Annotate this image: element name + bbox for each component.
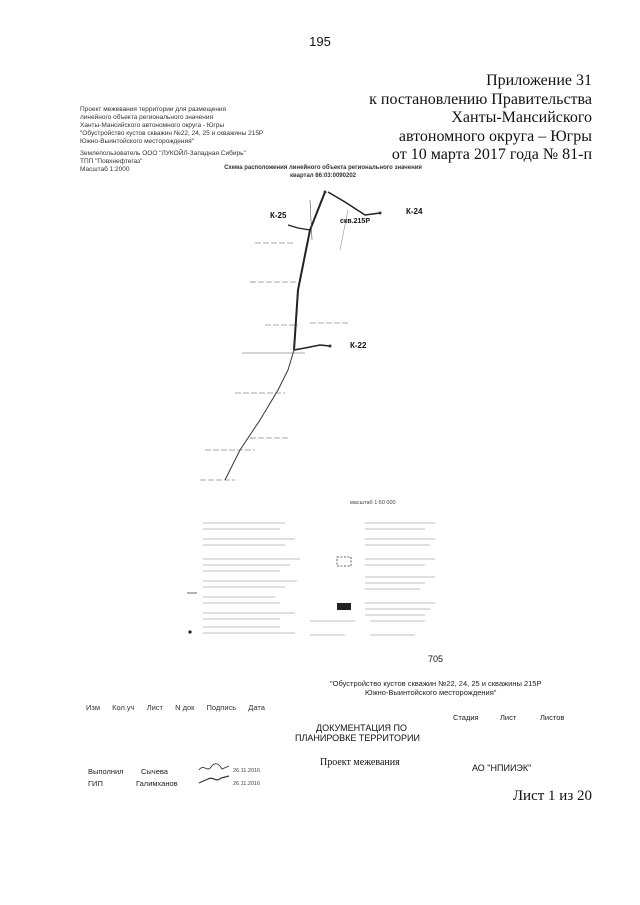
appendix-line-4: автономного округа – Югры — [398, 127, 592, 145]
label-well215: скв.215Р — [340, 218, 370, 225]
project-line-2: линейного объекта регионального значения — [80, 114, 214, 121]
map-title-line-2: квартал 86:03:0090202 — [290, 173, 356, 179]
road-k22 — [294, 345, 330, 350]
doc-title-line-3: Проект межевания — [320, 757, 400, 768]
stamp-header-kolvo: Кол.уч — [112, 703, 135, 712]
pipeline — [225, 350, 294, 480]
label-k25: К-25 — [270, 211, 287, 220]
object-line-1: "Обустройство кустов скважин №22, 24, 25 и скважины 215Р — [330, 679, 542, 688]
stage-header: Стадия — [453, 713, 479, 722]
gip-name: Галимханов — [136, 779, 178, 788]
doc-title-line-2: ПЛАНИРОВКЕ ТЕРРИТОРИИ — [295, 733, 420, 743]
project-line-1: Проект межевания территории для размещения — [80, 106, 227, 113]
sheets-header: Листов — [540, 713, 565, 722]
stamp-header-izm: Изм — [86, 703, 100, 712]
map-legend — [185, 515, 445, 645]
label-k24: К-24 — [406, 207, 423, 216]
appendix-line-3: Ханты-Мансийского — [451, 109, 592, 126]
site-map — [180, 180, 440, 500]
sheet-header: Лист — [500, 713, 517, 722]
stamp-headers — [86, 703, 275, 712]
stamp-header-date: Дата — [248, 703, 265, 712]
project-line-3: Ханты-Мансийского автономного округа - Югры — [80, 122, 225, 129]
main-road — [294, 192, 325, 350]
page-number: 195 — [309, 34, 331, 49]
road-k24 — [328, 192, 380, 215]
stamp-header-sign: Подпись — [206, 703, 237, 712]
road-k25 — [288, 225, 310, 230]
performed-label: Выполнил — [88, 767, 124, 776]
project-line-4: "Обустройство кустов скважин №22, 24, 25 и скважины 215Р — [80, 130, 264, 137]
doc-title-line-1: ДОКУМЕНТАЦИЯ ПО — [316, 723, 407, 733]
scale-label: Масштаб 1:2000 — [80, 166, 130, 173]
gip-label: ГИП — [88, 779, 103, 788]
label-k22: К-22 — [350, 341, 367, 350]
sheet-code: 705 — [428, 654, 444, 664]
performed-date: 26.11.2016 — [233, 768, 261, 774]
sheet-counter: Лист 1 из 20 — [512, 788, 592, 804]
stamp-header-ndoc: N док — [175, 703, 195, 712]
performed-signature — [198, 762, 230, 774]
gip-signature — [198, 774, 230, 786]
land-user: Землепользователь ООО "ЛУКОЙЛ-Западная Сибирь" — [80, 150, 246, 157]
tpp-name: ТПП "Повхнефтегаз" — [80, 158, 143, 165]
appendix-line-5: от 10 марта 2017 года № 81-п — [391, 146, 592, 163]
map-scale-note: масштаб 1:60 000 — [350, 500, 396, 506]
map-title — [218, 164, 428, 180]
company-name: АО "НПИИЭК" — [472, 763, 532, 773]
appendix-line-1: Приложение 31 — [486, 72, 592, 89]
stamp-header-list: Лист — [146, 703, 163, 712]
gip-date: 26.11.2016 — [233, 781, 261, 787]
project-line-5: Южно-Выинтойского месторождения" — [80, 138, 194, 145]
appendix-line-2: к постановлению Правительства — [369, 90, 592, 108]
map-title-line-1: Схема расположения линейного объекта регионального значения — [224, 165, 422, 171]
object-line-2: Южно-Выинтойского месторождения" — [365, 688, 497, 697]
performed-name: Сычева — [141, 767, 168, 776]
appendix-header — [262, 72, 592, 165]
